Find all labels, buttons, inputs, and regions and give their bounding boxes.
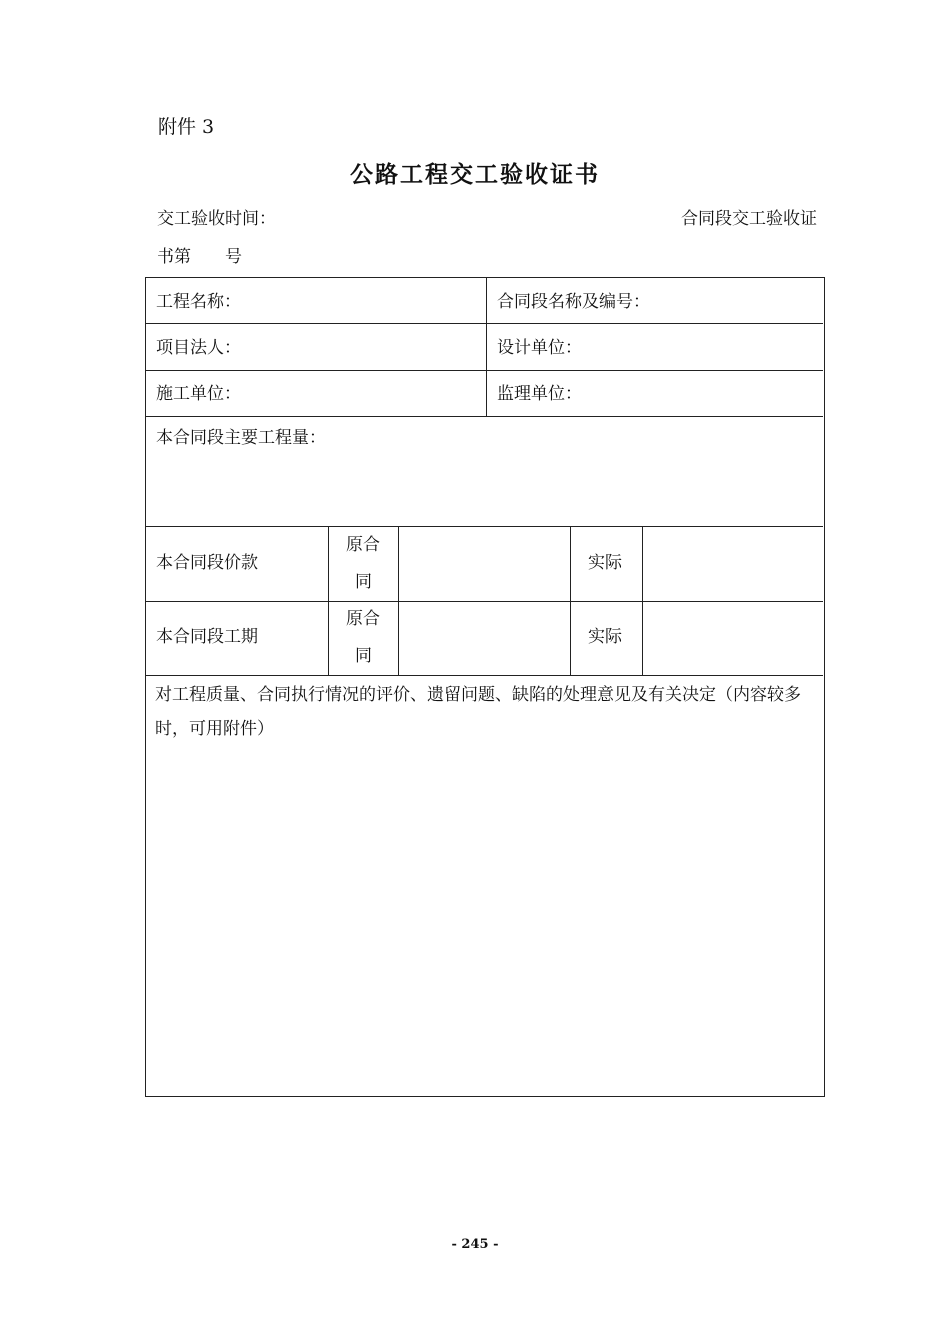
construction-unit-label: 施工单位： bbox=[156, 384, 241, 404]
page-title: 公路工程交工验收证书 bbox=[350, 161, 600, 188]
certificate-number-prefix: 合同段交工验收证 bbox=[681, 209, 817, 229]
page-number: - 245 - bbox=[451, 1237, 499, 1252]
column-divider bbox=[398, 526, 399, 675]
main-quantities-label: 本合同段主要工程量： bbox=[156, 428, 326, 448]
column-divider bbox=[328, 526, 329, 675]
price-original-contract-line2: 同 bbox=[355, 572, 372, 592]
contract-section-label: 合同段名称及编号： bbox=[497, 292, 650, 312]
certificate-number-suffix-b: 号 bbox=[225, 247, 242, 267]
column-divider bbox=[642, 526, 643, 675]
certificate-number-suffix bbox=[157, 242, 242, 267]
column-divider bbox=[486, 278, 487, 417]
duration-original-contract-line2: 同 bbox=[355, 646, 372, 666]
duration-label: 本合同段工期 bbox=[156, 627, 258, 647]
row-divider bbox=[146, 675, 823, 676]
row-divider bbox=[146, 370, 823, 371]
row-divider bbox=[146, 526, 823, 527]
certificate-number-suffix-a: 书第 bbox=[157, 247, 191, 267]
price-actual-label: 实际 bbox=[588, 553, 622, 573]
supervision-unit-label: 监理单位： bbox=[497, 384, 582, 404]
row-divider bbox=[146, 416, 823, 417]
project-name-label: 工程名称： bbox=[156, 292, 241, 312]
acceptance-form bbox=[145, 277, 825, 1097]
handover-time-label: 交工验收时间： bbox=[157, 209, 276, 229]
evaluation-label: 对工程质量、合同执行情况的评价、遗留问题、缺陷的处理意见及有关决定（内容较多时，可用附件） bbox=[155, 685, 801, 739]
price-label: 本合同段价款 bbox=[156, 553, 258, 573]
row-divider bbox=[146, 323, 823, 324]
attachment-label: 附件 3 bbox=[158, 116, 215, 138]
column-divider bbox=[570, 526, 571, 675]
duration-original-contract-line1: 原合 bbox=[346, 609, 380, 629]
duration-actual-label: 实际 bbox=[588, 627, 622, 647]
design-unit-label: 设计单位： bbox=[497, 338, 582, 358]
row-divider bbox=[146, 601, 823, 602]
legal-person-label: 项目法人： bbox=[156, 338, 241, 358]
price-original-contract-line1: 原合 bbox=[346, 535, 380, 555]
